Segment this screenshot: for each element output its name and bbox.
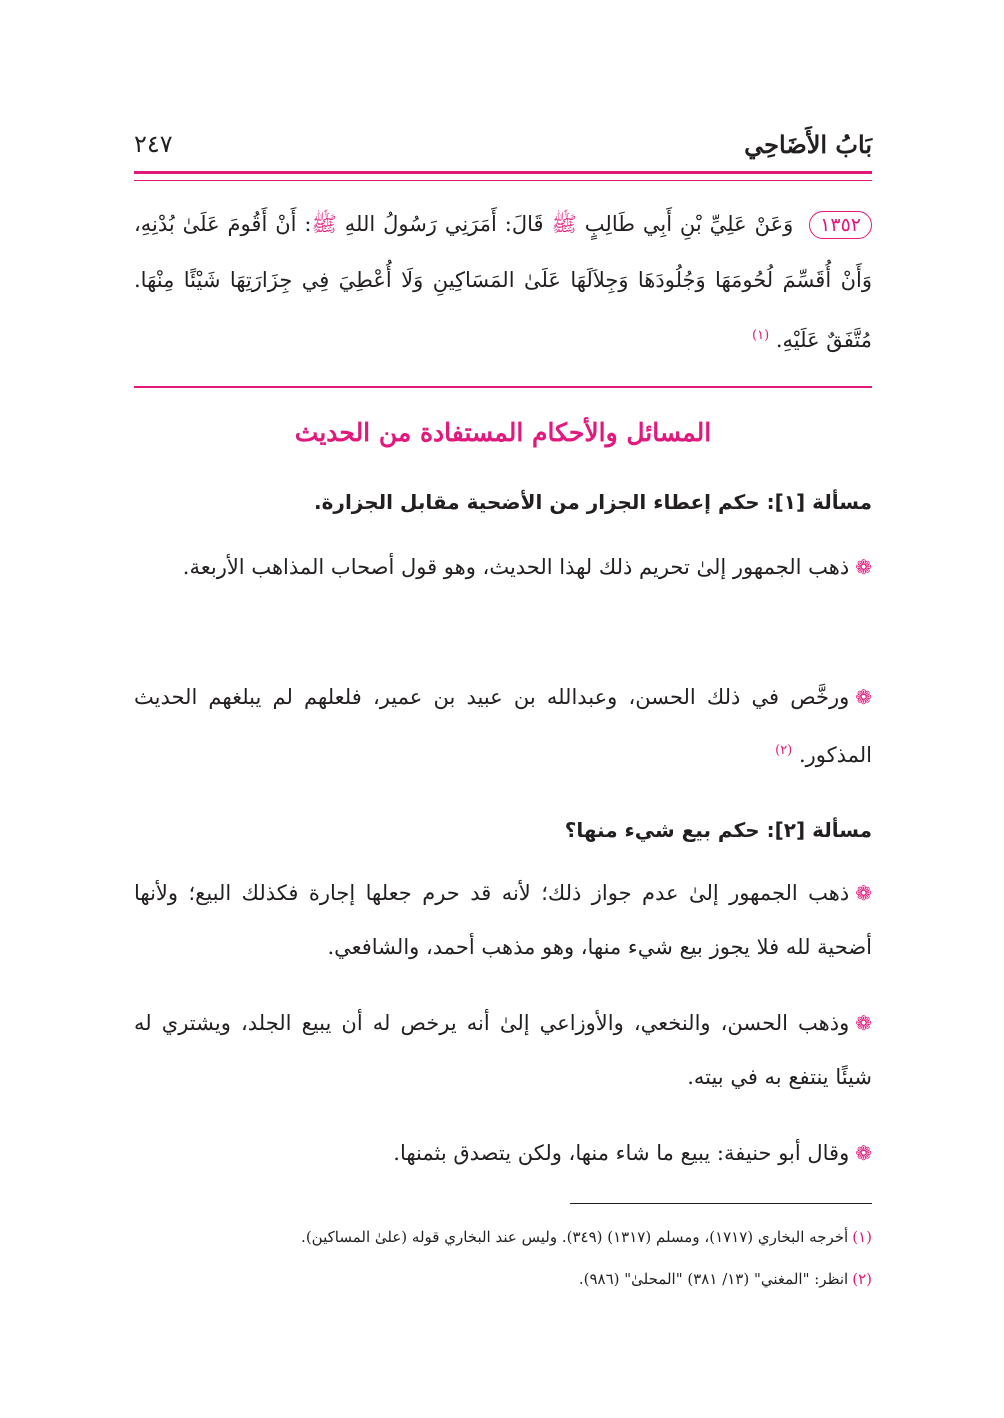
footnote-separator (570, 1203, 872, 1204)
section-title: المسائل والأحكام المستفادة من الحديث (294, 418, 712, 447)
paragraph-text: ذهب الجمهور إلىٰ تحريم ذلك لهذا الحديث، وهو قول أصحاب المذاهب الأربعة. (182, 555, 850, 579)
paragraph-text: ذهب الجمهور إلىٰ عدم جواز ذلك؛ لأنه قد حرم جعلها إجارة فكذلك البيع؛ ولأنها أضحية لله فلا يجوز بيع شيء منها، وهو مذهب أحمد، والشافعي. (134, 881, 872, 959)
paragraph-text: وذهب الحسن، والنخعي، والأوزاعي إلىٰ أنه يرخص له أن يبيع الجلد، ويشتري له شيئًا ينتفع به في بيته. (134, 1011, 872, 1089)
issue-2-paragraph-1 (134, 866, 872, 974)
footnote-ref-2: (٢) (775, 743, 793, 758)
issue-2-title: حكم بيع شيء منها؟ (564, 818, 760, 842)
chapter-title: بَابُ الأَضَاحِي (744, 129, 872, 159)
header-rule-thick (134, 171, 872, 174)
issue-2-paragraph-2 (134, 996, 872, 1104)
hadith-text-part-1: وَعَنْ عَلِيِّ بْنِ أَبِي طَالِبٍ (584, 212, 794, 236)
hadith-text-part-2: قَالَ: أَمَرَنِي رَسُولُ اللهِ (344, 212, 544, 236)
footnote-1 (134, 1226, 872, 1248)
issue-1-paragraph-2 (134, 670, 872, 782)
hadith-block (134, 196, 872, 368)
issue-2-label: مسألة [٢]: (766, 818, 872, 842)
flower-ornament-icon: ❁ (855, 555, 872, 579)
issue-1-label: مسألة [١]: (766, 490, 872, 514)
footnote-2-number: (٢) (852, 1270, 872, 1288)
footnote-2 (134, 1268, 872, 1290)
footnote-ref-1: (١) (752, 328, 770, 343)
footnote-2-text: انظر: "المغني" (١٣/ ٣٨١) "المحلىٰ" (٩٨٦). (578, 1270, 849, 1288)
issue-1-title: حكم إعطاء الجزار من الأضحية مقابل الجزارة. (314, 490, 760, 514)
flower-ornament-icon: ❁ (855, 685, 872, 709)
flower-ornament-icon: ❁ (855, 881, 872, 905)
issue-1-paragraph-1 (134, 540, 872, 594)
honorific-1: ﷺ (551, 212, 577, 236)
flower-ornament-icon: ❁ (855, 1141, 872, 1165)
header-rule-thin (134, 180, 872, 181)
footnote-1-text: أخرجه البخاري (١٧١٧)، ومسلم (١٣١٧) (٣٤٩). وليس عند البخاري قوله (علىٰ المساكين). (301, 1228, 849, 1246)
hadith-number-badge: ١٣٥٢ (809, 211, 872, 239)
issue-2-paragraph-3 (134, 1126, 872, 1180)
hadith-text-part-3: : أَنْ أَقُومَ عَلَىٰ بُدْنِهِ، وَأَنْ أُقَسِّمَ لُحُومَهَا وَجُلُودَهَا وَجِلاَلَهَا عَلَىٰ المَسَاكِينِ وَلَا أُعْطِيَ فِي جِزَارَتِهَا شَيْئًا مِنْهَا. مُتَّفَقٌ عَلَيْهِ. (134, 212, 872, 352)
flower-ornament-icon: ❁ (855, 1011, 872, 1035)
hadith-bottom-rule (134, 386, 872, 388)
page-number: ٢٤٧ (134, 130, 173, 158)
issue-2-heading (134, 818, 872, 842)
issue-1-heading (134, 490, 872, 514)
paragraph-text: ورخَّص في ذلك الحسن، وعبدالله بن عبيد بن عمير، فلعلهم لم يبلغهم الحديث المذكور. (134, 685, 872, 767)
footnote-1-number: (١) (852, 1228, 872, 1246)
page-header (134, 124, 872, 164)
honorific-2: ﷺ (311, 212, 337, 236)
paragraph-text: وقال أبو حنيفة: يبيع ما شاء منها، ولكن يتصدق بثمنها. (393, 1141, 850, 1165)
